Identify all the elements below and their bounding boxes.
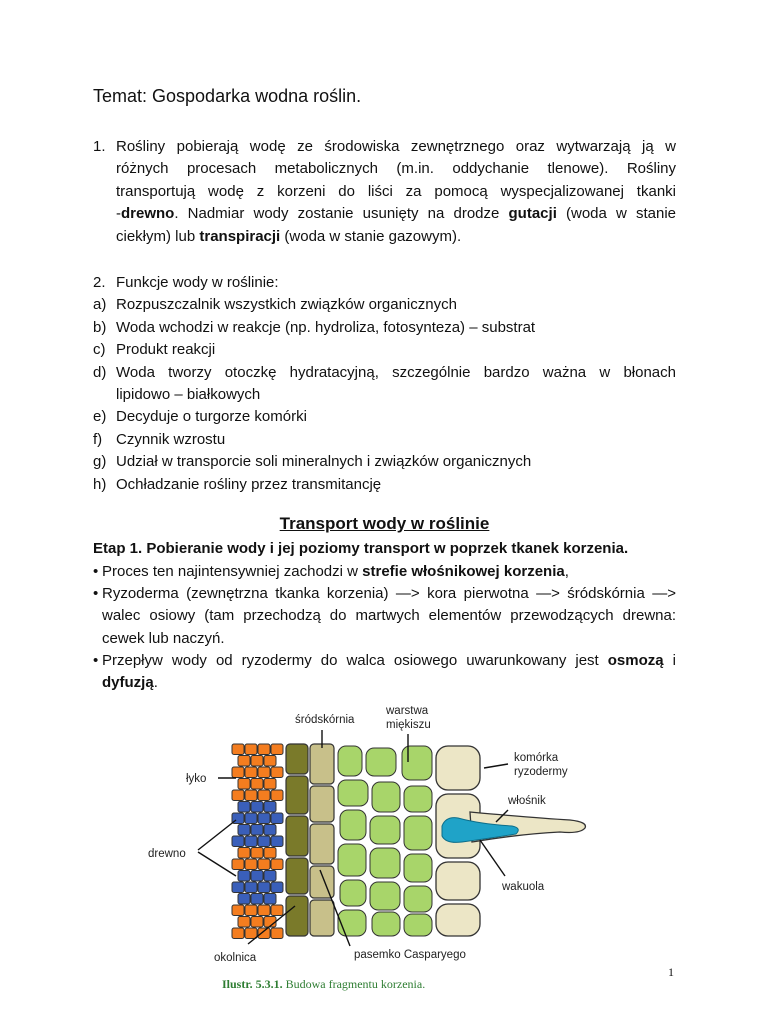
phloem-cell — [232, 859, 244, 870]
caption-label: Ilustr. 5.3.1. — [222, 977, 283, 991]
bullet-text — [102, 561, 676, 583]
page-number: 1 — [668, 965, 674, 979]
parenchyma-cell — [404, 914, 432, 936]
xylem-cell — [264, 871, 276, 882]
list-letter: a) — [93, 296, 107, 314]
xylem-cell — [232, 882, 244, 893]
phloem-cell — [271, 928, 283, 939]
page-title: Temat: Gospodarka wodna roślin. — [93, 86, 362, 106]
bullet-text: cewek lub naczyń. — [102, 629, 225, 647]
xylem-cell — [264, 825, 276, 836]
text-span: Przepływ wody od ryzodermy do walca osiowego uwarunkowany jest — [102, 652, 608, 669]
list-text: Udział w transporcie soli mineralnych i związków organicznych — [116, 453, 532, 471]
label-wlosnik: włośnik — [508, 795, 546, 807]
phloem-cell — [238, 848, 250, 859]
endodermis-cell — [286, 816, 308, 856]
list-item — [93, 294, 676, 316]
list-text: Woda tworzy otoczkę hydratacyjną, szczególnie bardzo ważna w błonach — [116, 363, 676, 381]
paragraph-1-line-5 — [116, 226, 676, 248]
list-letter: c) — [93, 341, 106, 359]
pointer-wakuola — [480, 840, 505, 876]
phloem-cell — [232, 905, 244, 916]
phloem-cell — [264, 779, 276, 790]
list-text: Decyduje o turgorze komórki — [116, 408, 307, 426]
phloem-cell — [258, 859, 270, 870]
list-text-continued: lipidowo – białkowych — [116, 386, 261, 404]
bullet-1 — [93, 561, 676, 583]
phloem-cell — [245, 905, 257, 916]
label-wakuola: wakuola — [502, 881, 545, 893]
parenchyma-cell — [338, 780, 368, 806]
paragraph-1-line-2: różnych procesach metabolicznych (m.in. oddychanie tlenowe). Rośliny — [116, 160, 676, 178]
root-structure-diagram — [140, 700, 620, 968]
text-span: . — [153, 674, 158, 692]
xylem-cell — [251, 871, 263, 882]
paragraph-2 — [93, 272, 676, 496]
phloem-cell — [258, 928, 270, 939]
list-item — [93, 451, 676, 473]
phloem-cell — [258, 790, 270, 801]
pointer-drewno-2 — [198, 852, 236, 876]
endodermis-cell — [286, 896, 308, 936]
list-item — [93, 429, 676, 451]
text-span: i — [663, 652, 676, 669]
parenchyma-cell — [372, 912, 400, 936]
paragraph-1-number: 1. — [93, 138, 106, 155]
xylem-cell — [251, 802, 263, 813]
endodermis-cell — [286, 744, 308, 774]
list-letter: f) — [93, 430, 103, 448]
parenchyma-cell — [340, 880, 366, 906]
parenchyma-cell — [366, 748, 396, 776]
phloem-cell — [245, 859, 257, 870]
parenchyma-cell — [370, 882, 400, 910]
phloem-cell — [251, 756, 263, 767]
bullet-3 — [93, 650, 676, 695]
cortex-cell — [310, 744, 334, 784]
caption-text: Budowa fragmentu korzenia. — [282, 977, 426, 991]
label-komorka-1: komórka — [514, 752, 559, 764]
label-okolnica: okolnica — [214, 952, 257, 964]
cortex-cell — [310, 900, 334, 936]
list-item — [93, 474, 676, 496]
phloem-cell — [238, 779, 250, 790]
phloem-cell — [271, 744, 283, 755]
cortex-cell — [310, 824, 334, 864]
phloem-cell — [232, 767, 244, 778]
label-warstwa-1: warstwa — [386, 705, 429, 717]
parenchyma-cell — [402, 746, 432, 780]
phloem-cell — [238, 917, 250, 928]
bullet-dot: • — [93, 585, 99, 602]
endodermis-cell — [286, 776, 308, 814]
text-span: (woda w stanie — [556, 205, 677, 223]
phloem-cell — [238, 756, 250, 767]
bullet-2 — [93, 583, 676, 650]
phloem-cell — [245, 790, 257, 801]
xylem-cell — [245, 836, 257, 847]
list-item — [93, 406, 676, 428]
xylem-cell — [264, 802, 276, 813]
paragraph-1-line-3: transportują wodę z korzeni do liści za pomocą wyspecjalizowanej tkanki — [116, 182, 676, 200]
term-strefa: strefie włośnikowej korzenia — [362, 563, 565, 580]
xylem-cell — [258, 882, 270, 893]
phloem-cell — [245, 928, 257, 939]
parenchyma-cell — [340, 810, 366, 840]
xylem-cell — [238, 871, 250, 882]
paragraph-1-line-4 — [116, 203, 676, 225]
parenchyma-cell — [404, 854, 432, 882]
xylem-cell — [245, 882, 257, 893]
list-item — [93, 362, 676, 407]
parenchyma-cell — [404, 816, 432, 850]
parenchyma-cell — [338, 910, 366, 936]
parenchyma-cell — [370, 816, 400, 844]
phloem-cell — [245, 767, 257, 778]
endodermis-cell — [286, 858, 308, 894]
label-lyko: łyko — [186, 773, 207, 785]
text-span: ciekłym) lub — [116, 227, 200, 245]
xylem-cell — [271, 836, 283, 847]
paragraph-1-line-1: Rośliny pobierają wodę ze środowiska zewnętrznego oraz wytwarzają ją w — [116, 138, 676, 155]
paragraph-2-heading: Funkcje wody w roślinie: — [116, 274, 279, 291]
text-span: (woda w stanie gazowym). — [280, 227, 462, 245]
list-text: Ochładzanie rośliny przez transmitancję — [116, 475, 382, 493]
phloem-cell — [251, 917, 263, 928]
phloem-cell — [258, 744, 270, 755]
list-item — [93, 317, 676, 339]
xylem-cell — [245, 813, 257, 824]
figure-caption — [222, 977, 425, 992]
xylem-cell — [238, 894, 250, 905]
list-letter: b) — [93, 318, 107, 336]
text-span: , — [564, 563, 569, 580]
label-warstwa-2: miękiszu — [386, 719, 431, 731]
text-span: . Nadmiar wody zostanie usunięty na drodze — [174, 205, 509, 223]
phloem-cell — [258, 767, 270, 778]
rhizoderm-cell — [436, 904, 480, 936]
list-letter: d) — [93, 363, 107, 381]
parenchyma-cell — [404, 786, 432, 812]
list-item — [93, 339, 676, 361]
list-letter: g) — [93, 453, 107, 471]
phloem-cell — [232, 928, 244, 939]
parenchyma-cell — [404, 886, 432, 912]
list-letter: h) — [93, 475, 107, 493]
list-letter: e) — [93, 408, 107, 426]
xylem-cell — [238, 825, 250, 836]
phloem-cell — [251, 779, 263, 790]
cortex-cell — [310, 786, 334, 822]
cortex-cell — [310, 866, 334, 898]
bullet-dot: • — [93, 563, 99, 580]
xylem-cell — [271, 882, 283, 893]
phloem-cell — [251, 848, 263, 859]
label-drewno: drewno — [148, 848, 186, 860]
phloem-cell — [264, 756, 276, 767]
list-text: Rozpuszczalnik wszystkich związków organicznych — [116, 296, 457, 314]
label-komorka-2: ryzodermy — [514, 766, 568, 778]
xylem-cell — [251, 825, 263, 836]
phloem-cell — [232, 790, 244, 801]
phloem-cell — [271, 767, 283, 778]
phloem-cell — [245, 744, 257, 755]
term-drewno: drewno — [121, 205, 175, 223]
term-transpiracji: transpiracji — [199, 227, 281, 245]
xylem-cell — [258, 813, 270, 824]
pointer-drewno-1 — [198, 820, 236, 850]
label-pasemko: pasemko Casparyego — [354, 949, 466, 961]
bullet-text: walec osiowy (tam przechodzą do martwych elementów przewodzących drewna: — [102, 607, 676, 625]
bullet-text — [102, 650, 676, 672]
bullet-dot: • — [93, 652, 99, 669]
list-text: Czynnik wzrostu — [116, 430, 226, 448]
paragraph-2-number: 2. — [93, 274, 106, 291]
list-heading — [93, 272, 676, 294]
xylem-cell — [238, 802, 250, 813]
text-span: Proces ten najintensywniej zachodzi w — [102, 563, 363, 580]
stage-heading: Etap 1. Pobieranie wody i jej poziomy transport w poprzek tkanek korzenia. — [93, 540, 629, 557]
term-dyfuzja: dyfuzją — [102, 674, 154, 692]
term-osmoza: osmozą — [607, 652, 664, 669]
phloem-cell — [271, 790, 283, 801]
xylem-cell — [264, 894, 276, 905]
phloem-cell — [271, 905, 283, 916]
rhizoderm-cell — [436, 862, 480, 900]
xylem-cell — [271, 813, 283, 824]
label-srodskornia: śródskórnia — [295, 714, 355, 726]
section-title: Transport wody w roślinie — [279, 514, 490, 533]
parenchyma-cell — [370, 848, 400, 878]
pointer-komorka — [484, 764, 508, 768]
xylem-cell — [232, 836, 244, 847]
dash: - — [116, 205, 121, 223]
phloem-cell — [271, 859, 283, 870]
parenchyma-cell — [338, 844, 366, 876]
parenchyma-cell — [372, 782, 400, 812]
phloem-cell — [232, 744, 244, 755]
phloem-cell — [258, 905, 270, 916]
bullet-text: Ryzoderma (zewnętrzna tkanka korzenia) —> kora pierwotna —> śródskórnia —> — [102, 585, 676, 602]
phloem-cell — [264, 848, 276, 859]
parenchyma-cell — [338, 746, 362, 776]
rhizoderm-cell — [436, 746, 480, 790]
list-text: Produkt reakcji — [116, 341, 216, 359]
xylem-cell — [251, 894, 263, 905]
xylem-cell — [258, 836, 270, 847]
paragraph-1 — [93, 136, 676, 248]
list-text: Woda wchodzi w reakcje (np. hydroliza, fotosynteza) – substrat — [116, 318, 536, 336]
term-gutacji: gutacji — [508, 205, 557, 223]
bullet-text — [102, 672, 676, 694]
